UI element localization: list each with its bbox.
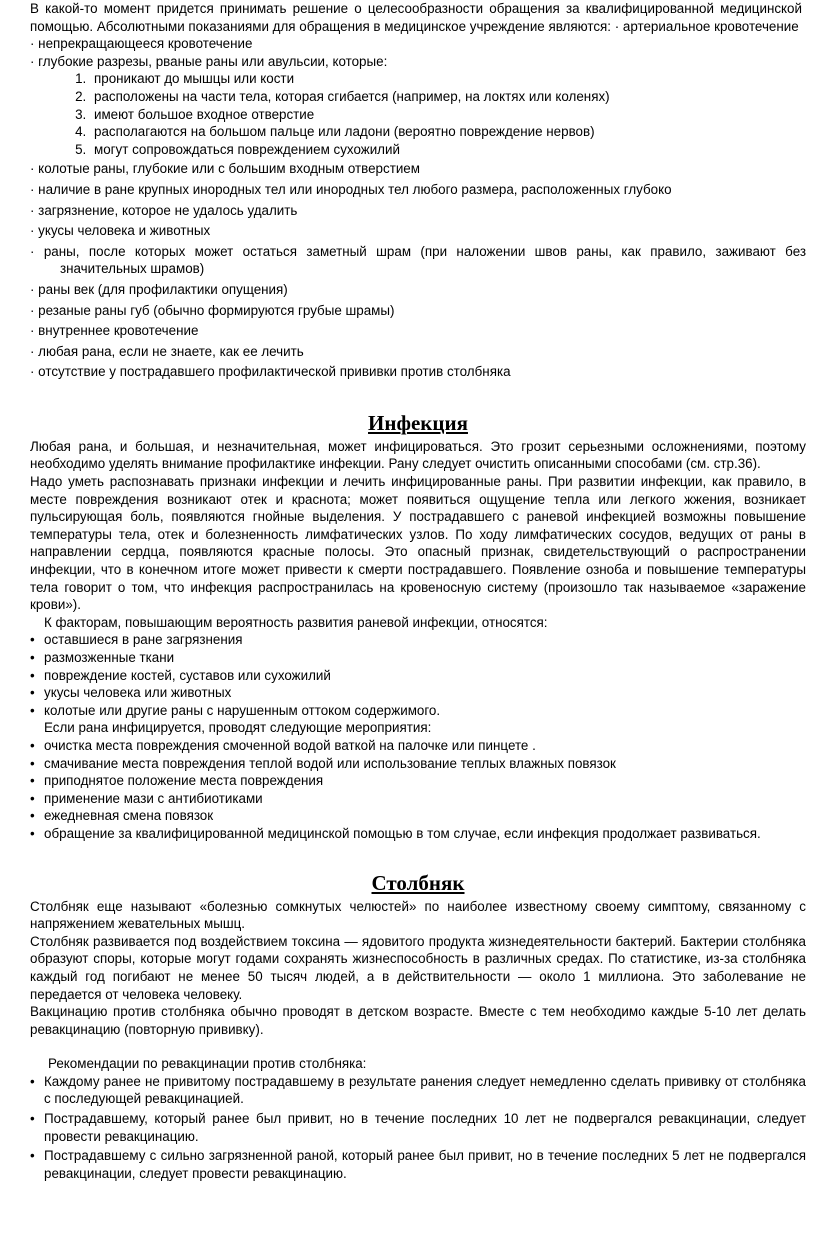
intro-paragraph: В какой-то момент придется принимать решение о целесообразности обращения за квалифицированной медицинской помощью. Абсолютными показаниями для обращения в медицинское учреждение являются: · артериальное кровотечение [30, 1, 802, 34]
infection-paragraph-2: Надо уметь распознавать признаки инфекции и лечить инфицированные раны. При развитии инфекции, как правило, в месте повреждения возникают отек и краснота; может появиться ощущение тепла или легкого жжения, возникает пульсирующая боль, появляются гнойные выделения. У пострадавшего с раневой инфекцией возможны повышение температуры тела, отек и болезненность лимфатических узлов. По ходу лимфатических сосудов, ведущих от раны в направлении сердца, появляются красные полосы. Это опасный признак, свидетельствующий о распространении инфекции, что в конечном итоге может привести к смерти пострадавшего. Появление озноба и повышение температуры тела говорит о том, что инфекция распространилась на кровеносную систему (произошло так называемое «заражение крови»). [30, 474, 806, 613]
intro-item: · наличие в ране крупных инородных тел или инородных тел любого размера, расположенных глубоко [30, 181, 672, 197]
sublist-item: 1. проникают до мышцы или кости [90, 70, 806, 88]
intro-item: · непрекращающееся кровотечение [30, 36, 253, 52]
intro-item: · загрязнение, которое не удалось удалить [30, 202, 298, 218]
rec-title: Рекомендации по ревакцинации против столбняка: [48, 1056, 367, 1072]
intro-item: · раны, после которых может остаться заметный шрам (при наложении швов раны, как правило, заживают без значительных шрамов) [30, 243, 806, 277]
sublist-item: 2. расположены на части тела, которая сгибается (например, на локтях или коленях) [90, 88, 806, 106]
document-page [30, 0, 806, 1182]
intro-item: · укусы человека и животных [30, 223, 211, 239]
intro-item: · глубокие разрезы, рваные раны или авульсии, которые: [30, 53, 388, 69]
factor-item: • размозженные ткани [44, 649, 806, 667]
measure-item: • приподнятое положение места повреждения [44, 772, 806, 790]
intro-item: · внутреннее кровотечение [30, 323, 199, 339]
intro-items-b [30, 160, 806, 381]
sublist-item: 5. могут сопровождаться повреждением сухожилий [90, 141, 806, 159]
factors-title: К факторам, повышающим вероятность развития раневой инфекции, относятся: [44, 614, 548, 630]
sublist-item: 3. имеют большое входное отверстие [90, 106, 806, 124]
tetanus-paragraph-2: Столбняк развивается под воздействием токсина — ядовитого продукта жизнедеятельности бактерий. Бактерии столбняка образуют споры, которые могут годами сохранять жизнеспособность в различных средах. По статистике, из-за столбняка каждый год погибают не менее 50 тысяч людей, а в действительности — около 1 миллиона. Это заболевание не передается от человека человеку. [30, 933, 806, 1002]
factors-list [30, 631, 806, 719]
intro-item: · отсутствие у пострадавшего профилактической прививки против столбняка [30, 364, 511, 380]
measure-item: • применение мази с антибиотиками [44, 790, 806, 808]
intro-item: · раны век (для профилактики опущения) [30, 281, 288, 297]
rec-list [30, 1073, 806, 1183]
measure-item: • обращение за квалифицированной медицинской помощью в том случае, если инфекция продолжает развиваться. [44, 825, 806, 843]
tetanus-paragraph-3: Вакцинацию против столбняка обычно проводят в детском возрасте. Вместе с тем необходимо каждые 5-10 лет делать ревакцинацию (повторную прививку). [30, 1004, 806, 1037]
tetanus-paragraph-1: Столбняк еще называют «болезнью сомкнутых челюстей» по наиболее известному своему симптому, связанному с напряжением жевательных мышц. [30, 898, 806, 932]
intro-item: · колотые раны, глубокие или с большим входным отверстием [30, 161, 420, 177]
intro-item: · резаные раны губ (обычно формируются грубые шрамы) [30, 302, 395, 318]
sublist-item: 4. располагаются на большом пальце или ладони (вероятно повреждение нервов) [90, 123, 806, 141]
measure-item: • смачивание места повреждения теплой водой или использование теплых влажных повязок [44, 755, 806, 773]
factor-item: • колотые или другие раны с нарушенным оттоком содержимого. [44, 702, 806, 720]
section-heading-infection: Инфекция [368, 410, 468, 435]
factor-item: • повреждение костей, суставов или сухожилий [44, 667, 806, 685]
intro-item: · любая рана, если не знаете, как ее лечить [30, 343, 304, 359]
infection-paragraph-1: Любая рана, и большая, и незначительная, может инфицироваться. Это грозит серьезными осложнениями, поэтому необходимо уделять внимание профилактике инфекции. Рану следует очистить описанными способами (см. стр.36). [30, 438, 806, 472]
measure-item: • ежедневная смена повязок [44, 807, 806, 825]
rec-item: • Каждому ранее не привитому пострадавшему в результате ранения следует немедленно сделать прививку от столбняка с последующей ревакцинацией. [44, 1073, 806, 1108]
rec-item: • Пострадавшему, который ранее был привит, но в течение последних 10 лет не подвергался ревакцинации, следует провести ревакцинацию. [44, 1110, 806, 1145]
rec-item: • Пострадавшему с сильно загрязненной раной, который ранее был привит, но в течение последних 5 лет не подвергался ревакцинации, следует провести ревакцинацию. [44, 1147, 806, 1182]
section-heading-tetanus: Столбняк [371, 870, 465, 895]
measure-item: • очистка места повреждения смоченной водой ваткой на палочке или пинцете . [44, 737, 806, 755]
measures-title: Если рана инфицируется, проводят следующие мероприятия: [44, 720, 432, 736]
measures-list [30, 737, 806, 843]
intro-sublist [30, 70, 806, 158]
factor-item: • укусы человека или животных [44, 684, 806, 702]
factor-item: • оставшиеся в ране загрязнения [44, 631, 806, 649]
